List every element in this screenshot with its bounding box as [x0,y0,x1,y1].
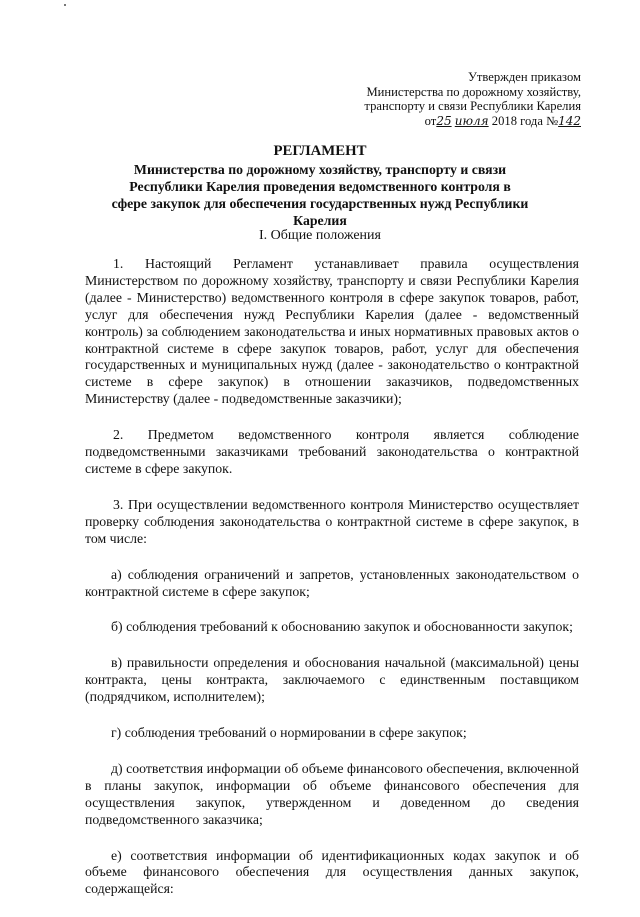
subitem-d: д) соответствия информации об объеме финансового обеспечения, включенной в планы закупок, информации об объеме финансового обеспечения для осуществления закупок, утвержденном и доведенном до сведения подведомственного заказчика; [85,760,579,827]
date-prefix: от [424,113,437,128]
document-subtitle: Министерства по дорожному хозяйству, транспорту и связи Республики Карелия проведения ведомственного контроля в сфере закупок для обеспечения государственных нужд Республики Карелия [111,162,529,228]
approval-stamp-block [364,70,581,128]
approval-line-2: Министерства по дорожному хозяйству, [366,84,581,99]
paragraph-3: 3. При осуществлении ведомственного контроля Министерство осуществляет проверку соблюдения законодательства о контрактной системе в сфере закупок, в том числе: [85,496,579,546]
section-heading: I. Общие положения [259,228,381,243]
document-body [85,256,579,917]
scan-speck [64,4,66,6]
handwritten-day: 25 [436,113,452,128]
approval-line-3: транспорту и связи Республики Карелия [364,99,581,114]
handwritten-month: июля [454,113,489,128]
subitem-a: а) соблюдения ограничений и запретов, установленных законодательством о контрактной системе в сфере закупок; [85,566,579,599]
document-title: РЕГЛАМЕНТ [273,143,367,159]
date-year: 2018 года № [491,113,559,128]
paragraph-2: 2. Предметом ведомственного контроля является соблюдение подведомственными заказчиками требований законодательства о контрактной системе в сфере закупок. [85,427,579,476]
approval-line-1: Утвержден приказом [468,70,581,84]
approval-date-line [364,114,581,129]
subitem-v: в) правильности определения и обоснования начальной (максимальной) цены контракта, цены контракта, заключаемого с единственным поставщиком (подрядчиком, исполнителем); [85,655,579,705]
subitem-b: б) соблюдения требований к обоснованию закупок и обоснованности закупок; [111,619,573,635]
handwritten-number: 142 [558,113,581,128]
subitem-g: г) соблюдения требований о нормировании в сфере закупок; [111,725,467,741]
subitem-e: е) соответствия информации об идентификационных кодах закупок и об объеме финансового обеспечения для осуществления данных закупок, содержащейся: [85,847,579,897]
paragraph-1: 1. Настоящий Регламент устанавливает правила осуществления Министерством по дорожному хозяйству, транспорту и связи Республики Карелия (далее - Министерство) ведомственного контроля в сфере закупок товаров, работ, услуг для обеспечения нужд Республики Карелия (далее - ведомственный контроль) за соблюдением законодательства и иных нормативных правовых актов о контрактной системе в сфере закупок товаров, работ, услуг для обеспечения государственных и муниципальных нужд (далее - законодательство о контрактной системе в сфере закупок) в отношении заказчиков, подведомственных Министерству (далее - подведомственные заказчики); [85,256,579,407]
